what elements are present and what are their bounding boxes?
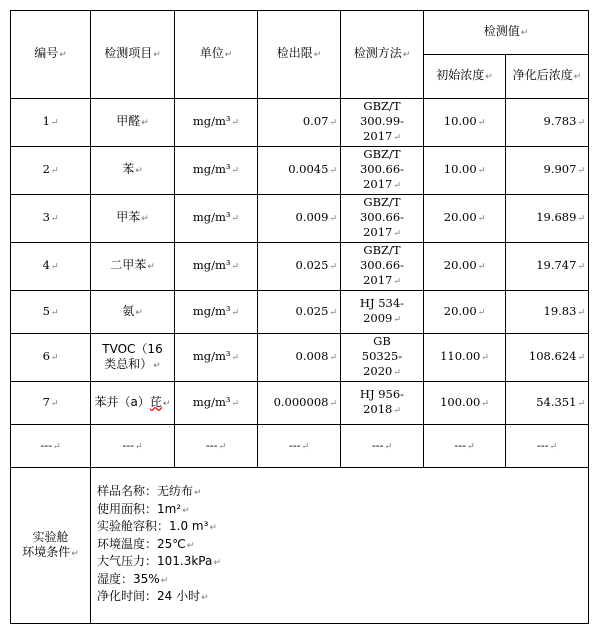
row-initial: 20.00 ↵ [424, 243, 506, 291]
row-limit: 0.008 ↵ [258, 334, 341, 382]
row-no: 1 ↵ [11, 99, 91, 147]
table-row [11, 334, 589, 382]
row-item: 甲苯 ↵ [91, 195, 175, 243]
row-no: 7 ↵ [11, 382, 91, 425]
row-no: 6 ↵ [11, 334, 91, 382]
row-item: 苯 ↵ [91, 147, 175, 195]
table-row [11, 147, 589, 195]
conditions-row [11, 468, 589, 624]
row-limit: --- ↵ [258, 425, 341, 468]
row-no: 5 ↵ [11, 291, 91, 334]
row-limit: 0.025 ↵ [258, 243, 341, 291]
row-method: GBZ/T 300.66-2017 ↵ [341, 243, 424, 291]
detection-results-table [10, 10, 589, 624]
row-after: 108.624 ↵ [506, 334, 589, 382]
table-row-placeholder [11, 425, 589, 468]
row-item: 二甲苯 ↵ [91, 243, 175, 291]
conditions-label-cell: 实验舱 环境条件 ↵ [11, 468, 91, 624]
row-unit: mg/m³ ↵ [175, 195, 258, 243]
row-method: HJ 956-2018 ↵ [341, 382, 424, 425]
condition-line: 大气压力：101.3kPa ↵ [97, 554, 582, 572]
row-limit: 0.009 ↵ [258, 195, 341, 243]
table-row [11, 99, 589, 147]
row-unit: mg/m³ ↵ [175, 243, 258, 291]
row-limit: 0.025 ↵ [258, 291, 341, 334]
table-row [11, 291, 589, 334]
table-row [11, 382, 589, 425]
row-item: 苯并（a）芘 ↵ [91, 382, 175, 425]
row-method: --- ↵ [341, 425, 424, 468]
header-value-group-cell: 检测值 ↵ [424, 11, 589, 55]
row-after: 19.747 ↵ [506, 243, 589, 291]
row-no: 2 ↵ [11, 147, 91, 195]
header-method-cell: 检测方法 ↵ [341, 11, 424, 99]
row-item: TVOC（16 类总和） ↵ [91, 334, 175, 382]
row-method: GBZ/T 300.99-2017 ↵ [341, 99, 424, 147]
row-after: 9.783 ↵ [506, 99, 589, 147]
row-initial: 20.00 ↵ [424, 195, 506, 243]
conditions-detail-cell [91, 468, 589, 624]
row-initial: --- ↵ [424, 425, 506, 468]
row-initial: 20.00 ↵ [424, 291, 506, 334]
condition-line: 净化时间：24 小时 ↵ [97, 589, 582, 607]
table-row [11, 195, 589, 243]
row-unit: --- ↵ [175, 425, 258, 468]
row-after: 19.689 ↵ [506, 195, 589, 243]
header-initial-cell: 初始浓度 ↵ [424, 55, 506, 99]
row-item: --- ↵ [91, 425, 175, 468]
condition-line: 湿度：35% ↵ [97, 572, 582, 590]
row-unit: mg/m³ ↵ [175, 382, 258, 425]
row-after: 19.83 ↵ [506, 291, 589, 334]
row-limit: 0.000008 ↵ [258, 382, 341, 425]
row-method: GBZ/T 300.66-2017 ↵ [341, 147, 424, 195]
row-unit: mg/m³ ↵ [175, 147, 258, 195]
row-limit: 0.0045 ↵ [258, 147, 341, 195]
condition-line: 环境温度：25℃ ↵ [97, 537, 582, 555]
condition-line: 样品名称：无纺布 ↵ [97, 484, 582, 502]
row-no: --- ↵ [11, 425, 91, 468]
row-after: --- ↵ [506, 425, 589, 468]
condition-line: 实验舱容积：1.0 m³ ↵ [97, 519, 582, 537]
row-no: 3 ↵ [11, 195, 91, 243]
row-initial: 110.00 ↵ [424, 334, 506, 382]
row-initial: 100.00 ↵ [424, 382, 506, 425]
condition-line: 使用面积：1m² ↵ [97, 502, 582, 520]
row-initial: 10.00 ↵ [424, 147, 506, 195]
row-method: GBZ/T 300.66-2017 ↵ [341, 195, 424, 243]
row-item: 氨 ↵ [91, 291, 175, 334]
header-unit-cell: 单位 ↵ [175, 11, 258, 99]
row-unit: mg/m³ ↵ [175, 291, 258, 334]
row-after: 9.907 ↵ [506, 147, 589, 195]
row-unit: mg/m³ ↵ [175, 99, 258, 147]
row-method: GB 50325-2020 ↵ [341, 334, 424, 382]
row-after: 54.351 ↵ [506, 382, 589, 425]
row-initial: 10.00 ↵ [424, 99, 506, 147]
table-row [11, 243, 589, 291]
row-unit: mg/m³ ↵ [175, 334, 258, 382]
header-no-cell: 编号 ↵ [11, 11, 91, 99]
header-limit-cell: 检出限 ↵ [258, 11, 341, 99]
header-item-cell: 检测项目 ↵ [91, 11, 175, 99]
header-after-cell: 净化后浓度 ↵ [506, 55, 589, 99]
row-item: 甲醛 ↵ [91, 99, 175, 147]
row-limit: 0.07 ↵ [258, 99, 341, 147]
row-method: HJ 534-2009 ↵ [341, 291, 424, 334]
header-row-top [11, 11, 589, 55]
row-no: 4 ↵ [11, 243, 91, 291]
